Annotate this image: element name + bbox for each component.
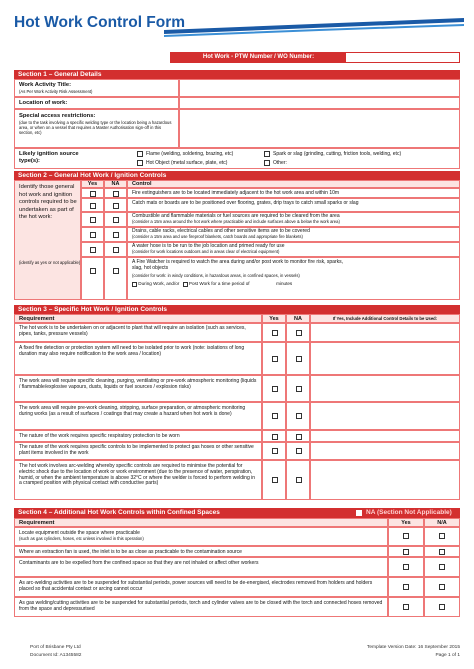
section4-na-label: NA (Section Not Applicable) [366, 509, 452, 516]
s3-row5 [14, 430, 262, 442]
s2-row4-sub: (consider a 15m area and use fireproof blankets, catch boards and appropriate fire blankets) [132, 233, 303, 239]
s4-row1-yes-checkbox[interactable] [403, 533, 409, 539]
fire-watch-post-checkbox[interactable] [183, 282, 188, 287]
footer-company: Port of Brisbane Pty Ltd [30, 645, 81, 650]
activity-title-sub: (As Per Work Activity Risk Assessment) [19, 89, 93, 94]
s3-row2-na-checkbox[interactable] [296, 356, 302, 362]
section2-header: Section 2 – General Hot Work / Ignition Controls [14, 171, 460, 180]
section2-identify-text: Identify those general hot work and ignition controls required to be undertaken as part of the hot work: [19, 184, 77, 221]
title-bar [14, 14, 460, 36]
flame-label: Flame (welding, soldering, brazing, etc) [146, 151, 234, 157]
ignition-source-label: Likely ignition source type(s): [19, 151, 79, 164]
s2-row5-sub: (consider for work locations outdoors and in areas clear of electrical equipment) [132, 248, 280, 254]
s3-row6 [14, 442, 262, 460]
s3-col-requirement: Requirement [14, 314, 262, 323]
s3-row1-na-checkbox[interactable] [296, 330, 302, 336]
s3-row1-text: The hot work is to be undertaken on or adjacent to plant that will require an isolation (such as services, pipes, tanks, pressure vessels) [19, 325, 246, 337]
s4-row1-sub: (such as gas cylinders, hoses, etc unless involved in this operation) [19, 535, 144, 541]
s3-row7 [14, 460, 262, 500]
footer-page-number: Page 1 of 1 [435, 652, 460, 658]
special-access-label: Special access restrictions: [19, 113, 96, 119]
s3-row5-text: The nature of the work requires specific respiratory protection to be worn [19, 433, 180, 439]
flame-checkbox[interactable] [137, 151, 143, 157]
s3-row2-details-field[interactable] [310, 342, 460, 375]
s3-row4-na-checkbox[interactable] [296, 413, 302, 419]
s2-col-yes: Yes [81, 180, 104, 188]
s2-row5-na-checkbox[interactable] [113, 247, 119, 253]
s4-row2-text: Where an extraction fan is used, the inlet is to be as close as practicable to the contamination source [19, 549, 242, 555]
section3-header: Section 3 – Specific Hot Work / Ignition Controls [14, 305, 460, 314]
special-access-field[interactable] [179, 109, 460, 148]
s4-row4-text: As arc-welding activities are to be suspended for substantial periods, power sources will need to be de-energised, electrodes removed from holders and holders placed so that accidental contact or arcing cannot occur [19, 580, 373, 592]
s4-row3-text: Contaminants are to be expelled from the confined space so that they are not inhaled or affect other workers [19, 560, 259, 566]
s4-row1 [14, 527, 388, 546]
s3-row5-na-checkbox[interactable] [296, 434, 302, 440]
s4-row4-na-checkbox[interactable] [439, 584, 445, 590]
fire-watch-minutes-label: minutes [276, 281, 293, 287]
s2-row6-na-checkbox[interactable] [113, 268, 119, 274]
s2-row2-text: Catch mats or boards are to be positioned over flooring, grates, drip trays to catch small sparks or slag [132, 200, 359, 206]
s4-row5 [14, 597, 388, 617]
s2-row4-na-checkbox[interactable] [113, 232, 119, 238]
s3-row3 [14, 375, 262, 402]
activity-title-field[interactable] [179, 79, 460, 97]
s2-row3-yes-checkbox[interactable] [90, 217, 96, 223]
hot-object-label: Hot Object (metal surface, plate, etc) [146, 160, 228, 166]
section4-header [14, 508, 460, 518]
s3-row1 [14, 323, 262, 342]
hot-object-checkbox[interactable] [137, 160, 143, 166]
s2-row3-na-checkbox[interactable] [113, 217, 119, 223]
fire-watch-during-label: During Work, and/or [138, 281, 180, 287]
s2-row1-text: Fire extinguishers are to be located immediately adjacent to the hot work area and within 10m [132, 190, 340, 196]
header-swoosh-graphic [164, 16, 464, 40]
s3-row2 [14, 342, 262, 375]
s3-col-na: NA [286, 314, 310, 323]
s3-row7-text: The hot work involves arc-welding whereby specific controls are required to minimise the potential for electric shock due to the location of work or work environment (due to the presence of water, perspiration, humid, or when the ambient temperature is above 32°C or where the welder is forced to perform welding in a cramped position with physical contact with conductive parts) [19, 463, 256, 487]
s2-row3-text: Combustible and flammable materials or fuel sources are required to be cleared from the area [132, 213, 340, 219]
ptw-number-row [170, 52, 460, 63]
s2-row1-yes-checkbox[interactable] [90, 191, 96, 197]
spark-checkbox[interactable] [264, 151, 270, 157]
s3-row3-yes-checkbox[interactable] [272, 386, 278, 392]
s3-row4 [14, 402, 262, 430]
s2-row1-na-checkbox[interactable] [113, 191, 119, 197]
s3-row4-text: The work area will require pre-work cleaning, stripping, surface preparation, or atmospheric monitoring during works (as a result of surfaces / coatings that may create a hazard when hot work is done) [19, 405, 246, 417]
footer-document-id: Document Id: A1345582 [30, 652, 82, 658]
s2-row2 [127, 198, 460, 212]
s2-row1 [127, 188, 460, 198]
s3-row7-na-checkbox[interactable] [296, 477, 302, 483]
s4-row1-na-checkbox[interactable] [439, 533, 445, 539]
footer-template-version: Template Version Date: 16 September 2015 [366, 645, 460, 650]
form-title: Hot Work Control Form [14, 14, 186, 31]
s4-col-yes: Yes [388, 518, 424, 527]
footer-right [367, 645, 460, 658]
section4-na-checkbox[interactable] [356, 510, 362, 516]
s3-row5-details-field[interactable] [310, 430, 460, 442]
fire-watch-post-label: Post Work for a time period of [188, 281, 250, 287]
s3-row3-text: The work area will require specific cleaning, purging, ventilating or pre-work atmospheric monitoring (liquids / flammable/explosive vapours, dusts, liquids or fuel sources / explosion risks) [19, 378, 257, 390]
activity-title-label: Work Activity Title: [19, 82, 72, 88]
s4-col-requirement: Requirement [14, 518, 388, 527]
s3-row6-text: The nature of the work requires specific controls to be implemented to protect gas hoses or other sensitive plant items involved in the work [19, 444, 254, 456]
s2-col-control: Control [127, 180, 460, 188]
s4-row3 [14, 557, 388, 577]
s4-row2-na-checkbox[interactable] [439, 549, 445, 555]
s3-row2-text: A fixed fire detection or protection system will need to be isolated prior to work (note: isolations of long duration may also require notification to the work area / location) [19, 345, 245, 357]
s2-row5-yes-checkbox[interactable] [90, 247, 96, 253]
s3-row6-details-field[interactable] [310, 442, 460, 460]
s4-row2 [14, 546, 388, 557]
other-label: Other: [273, 160, 287, 166]
s3-row3-details-field[interactable] [310, 375, 460, 402]
s2-row2-yes-checkbox[interactable] [90, 203, 96, 209]
s3-row1-yes-checkbox[interactable] [272, 330, 278, 336]
s3-row5-yes-checkbox[interactable] [272, 434, 278, 440]
section4-title: Section 4 – Additional Hot Work Controls within Confined Spaces [18, 509, 220, 517]
fire-watch-during-checkbox[interactable] [132, 282, 137, 287]
s2-row3-sub: (consider a 15m area around the hot work where practicable and include surfaces above & below the work area) [132, 218, 340, 224]
s3-row4-yes-checkbox[interactable] [272, 413, 278, 419]
s2-row6-text: A Fire Watcher is required to watch the area during and/or post work to monitor fire risk, sparks, slag, hot objects [132, 259, 344, 271]
s2-row4-yes-checkbox[interactable] [90, 232, 96, 238]
s3-col-yes: Yes [262, 314, 286, 323]
s2-row6-sub: (consider for work: in windy conditions, in hazardous areas, in confined spaces, in vessels) [132, 272, 300, 278]
s2-row3 [127, 212, 460, 227]
s2-row4-text: Drains, cable racks, electrical cables and other sensitive items are to be covered [132, 228, 310, 234]
section2-identify-sub: (identify as yes or not applicable) [19, 260, 81, 265]
s2-col-na: NA [104, 180, 127, 188]
s3-row7-yes-checkbox[interactable] [272, 477, 278, 483]
s3-row3-na-checkbox[interactable] [296, 386, 302, 392]
location-label: Location of work: [19, 100, 68, 106]
section1-header: Section 1 – General Details [14, 70, 460, 79]
s4-row3-yes-checkbox[interactable] [403, 564, 409, 570]
s4-row3-na-checkbox[interactable] [439, 564, 445, 570]
s4-row5-text: As gas welding/cutting activities are to be suspended for substantial periods, torch and cylinder valves are to be closed with the torch and connected hoses removed from the space and depressurised [19, 600, 383, 612]
s3-row7-details-field[interactable] [310, 460, 460, 500]
s3-row6-yes-checkbox[interactable] [272, 448, 278, 454]
special-access-sub: (due to the task involving a specific welding type or the location being a hazardous area, or when on a vessel that requires a Master Authorisation sign-off in this section, etc) [19, 120, 172, 135]
other-checkbox[interactable] [264, 160, 270, 166]
s3-col-additional-details: If Yes, Include Additional Control Details to be Used: [310, 314, 460, 323]
location-field[interactable] [179, 97, 460, 109]
s2-row4 [127, 227, 460, 242]
s2-row6 [127, 257, 460, 300]
s3-row2-yes-checkbox[interactable] [272, 356, 278, 362]
s3-row1-details-field[interactable] [310, 323, 460, 342]
s4-row5-na-checkbox[interactable] [439, 604, 445, 610]
s2-row6-yes-checkbox[interactable] [90, 268, 96, 274]
s4-row4 [14, 577, 388, 597]
s4-row4-yes-checkbox[interactable] [403, 584, 409, 590]
s2-row2-na-checkbox[interactable] [113, 203, 119, 209]
footer-left [30, 645, 81, 658]
s2-row5 [127, 242, 460, 257]
s4-row1-text: Locate equipment outside the space where practicable [19, 530, 140, 536]
s3-row6-na-checkbox[interactable] [296, 448, 302, 454]
s2-row5-text: A water hose is to be run to the job location and primed ready for use [132, 243, 285, 249]
ptw-number-label: Hot Work - PTW Number / WO Number: [171, 53, 346, 62]
s4-row2-yes-checkbox[interactable] [403, 549, 409, 555]
s4-col-na: N/A [424, 518, 460, 527]
s4-row5-yes-checkbox[interactable] [403, 604, 409, 610]
spark-label: Spark or slag (grinding, cutting, friction tools, welding, etc) [273, 151, 402, 157]
s3-row4-details-field[interactable] [310, 402, 460, 430]
ptw-number-field[interactable] [346, 53, 459, 62]
